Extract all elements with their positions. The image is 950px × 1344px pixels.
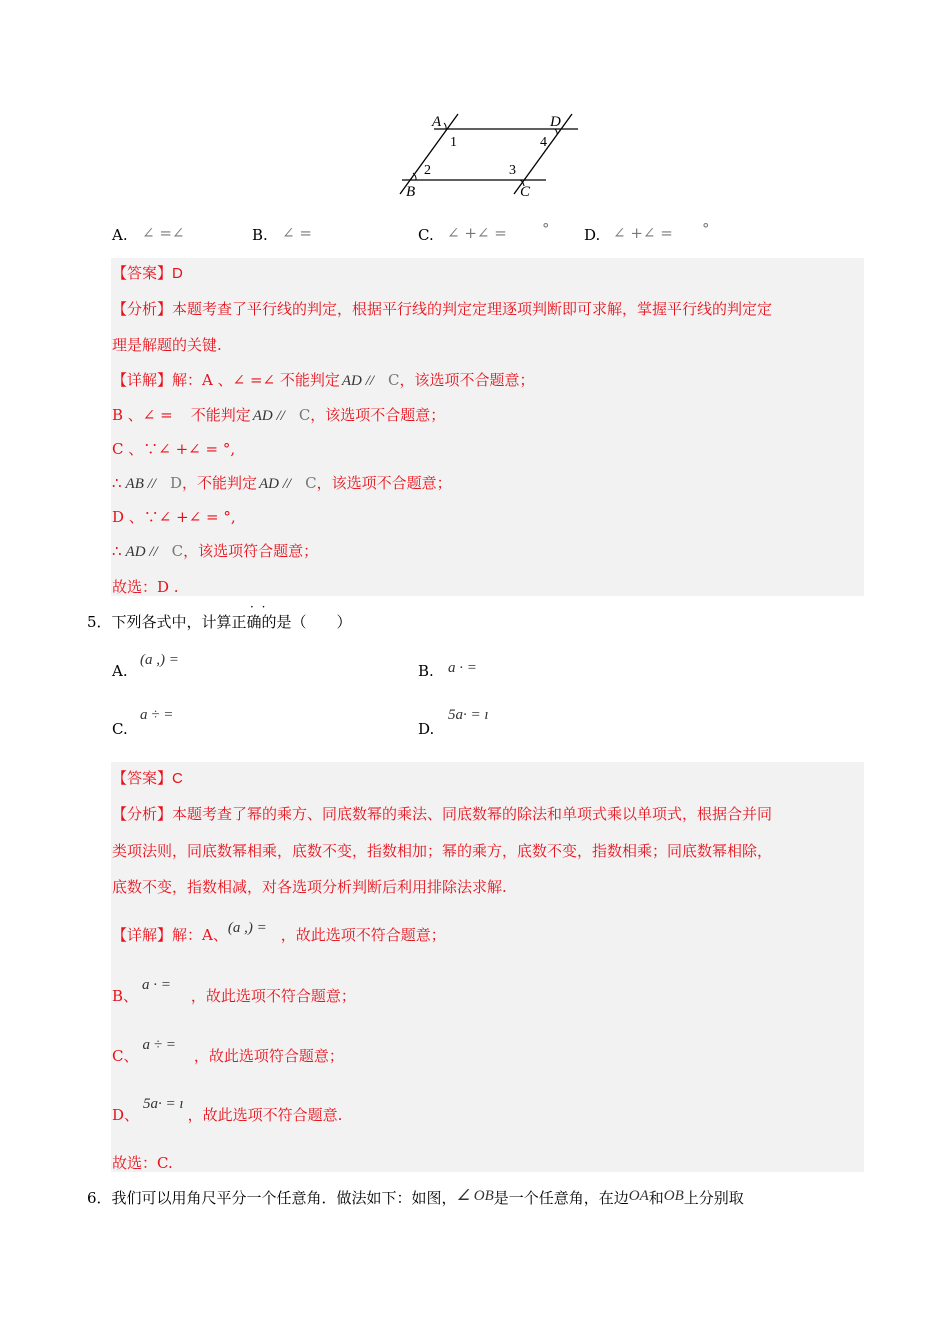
q4-option-d-letter: D. (584, 226, 601, 244)
angle-arc-1 (444, 123, 446, 129)
question-text: 我们可以用角尺平分一个任意角．做法如下：如图， (111, 1189, 457, 1207)
question-text: 是一个任意角，在边 (493, 1189, 629, 1207)
parallel-lines-figure (390, 108, 590, 200)
q4-detail-line-3: C 、∵∠ +∠ = °, (112, 440, 236, 458)
math-expression: AD // (252, 408, 285, 424)
q5-detail-line-a (112, 920, 446, 945)
analysis-text: 本题考查了平行线的判定，根据平行线的判定定理逐项判断即可求解，掌握平行线的判定定 (172, 300, 773, 318)
q4-detail-line-4 (112, 472, 452, 493)
q5-option-a-letter: A. (112, 662, 128, 680)
q4-answer (112, 262, 183, 283)
detail-tag: 【详解】 (112, 926, 173, 944)
math-expression: a · = (142, 977, 171, 993)
detail-text: B、 (112, 987, 139, 1005)
detail-text: ，不能判定 (182, 474, 258, 492)
q5-detail-line-c (112, 1037, 344, 1066)
math-expression: C (298, 406, 311, 424)
analysis-tag: 【分析】 (112, 300, 173, 318)
detail-text: ∴ (112, 474, 122, 492)
analysis-tag: 【分析】 (112, 805, 173, 823)
label-b: B (406, 184, 416, 200)
q5-analysis-line-3: 底数不变，指数相减，对各选项分析判断后利用排除法求解. (112, 878, 507, 896)
q4-option-c-letter: C. (418, 226, 434, 244)
detail-text: ，故此选项符合题意； (193, 1047, 344, 1065)
line-ab (400, 114, 458, 194)
q5-final-answer: 故选：C. (112, 1154, 173, 1172)
math-expression: AD // (125, 544, 158, 560)
question-text: 下列各式中，计算正确的是（ ） (111, 613, 352, 631)
q5-analysis-line-2: 类项法则，同底数幂相乘，底数不变，指数相加；幂的乘方，底数不变，指数相乘；同底数幂相除， (112, 842, 773, 860)
detail-tag: 【详解】 (112, 371, 173, 389)
question-6 (87, 1187, 744, 1208)
analysis-text: 本题考查了幂的乘方、同底数幂的乘法、同底数幂的除法和单项式乘以单项式，根据合并同 (172, 805, 773, 823)
detail-text: ，故此选项不符合题意； (280, 926, 446, 944)
math-expression: C (305, 474, 317, 492)
answer-tag: 【答案】 (112, 769, 173, 787)
answer-tag: 【答案】 (112, 264, 173, 282)
detail-text: D、 (112, 1106, 140, 1124)
q4-option-d-degree: ° (702, 220, 710, 238)
q5-detail-line-b (112, 977, 356, 1006)
answer-value: C (172, 770, 183, 787)
math-expression: C (171, 542, 184, 560)
label-1: 1 (450, 135, 457, 150)
math-expression: ∠ OB (456, 1188, 494, 1204)
q4-analysis-line-1 (112, 298, 772, 319)
q5-option-b-letter: B. (418, 662, 434, 680)
label-2: 2 (424, 163, 431, 178)
q4-final-answer: 故选：D . (112, 578, 179, 596)
detail-text: ∴ (112, 542, 122, 560)
q5-detail-line-d (112, 1096, 343, 1125)
q5-answer (112, 767, 183, 788)
detail-text: ，该选项符合题意； (183, 542, 319, 560)
q4-option-d-math: ∠ +∠ = (613, 224, 673, 242)
q5-option-d-math: 5a· = ı (448, 707, 489, 723)
detail-text: ，故此选项不符合题意； (190, 987, 356, 1005)
math-expression: AB // (125, 476, 156, 492)
q5-option-d-letter: D. (418, 720, 435, 738)
detail-text: ，该选项不合题意； (399, 371, 535, 389)
question-number: 6． (87, 1189, 112, 1207)
detail-text: 不能判定 (275, 371, 340, 389)
detail-text: ，该选项不合题意； (316, 474, 452, 492)
q5-option-a-math: (a ,) = (140, 652, 179, 668)
label-d: D (550, 114, 561, 130)
q4-detail-line-6 (112, 540, 318, 561)
question-text: 上分别取 (683, 1189, 744, 1207)
emphasis-dots: · · (250, 600, 268, 614)
q5-analysis-line-1 (112, 803, 772, 824)
q4-option-a-math: ∠ =∠ (142, 224, 185, 242)
label-c: C (520, 184, 531, 200)
detail-text: 不能判定 (190, 406, 251, 424)
q4-detail-line-5: D 、∵∠ +∠ = °, (112, 508, 236, 526)
question-number: 5． (87, 613, 112, 631)
q5-option-c-math: a ÷ = (140, 707, 174, 723)
detail-text: 解：A 、∠ =∠ (172, 371, 276, 389)
label-a: A (432, 114, 442, 130)
detail-text: ，故此选项不符合题意. (187, 1106, 343, 1124)
q4-detail-line-2 (112, 404, 445, 425)
math-expression: OA (628, 1188, 649, 1204)
math-expression: 5a· = ı (143, 1096, 184, 1112)
detail-text: B 、∠ = (112, 406, 173, 424)
detail-text: C、 (112, 1047, 139, 1065)
label-3: 3 (509, 163, 516, 178)
q4-option-c-degree: ° (542, 220, 550, 238)
q5-stem (87, 611, 352, 632)
detail-text: ，该选项不合题意； (310, 406, 446, 424)
q5-option-b-math: a · = (448, 660, 477, 676)
detail-text: 解：A、 (172, 926, 228, 944)
math-expression: AD // (341, 373, 374, 389)
q5-option-c-letter: C. (112, 720, 128, 738)
math-expression: a ÷ = (142, 1037, 176, 1053)
math-expression: C (387, 371, 400, 389)
math-expression: AD // (259, 476, 292, 492)
question-text: 和 (648, 1189, 664, 1207)
q4-option-c-math: ∠ +∠ = (447, 224, 507, 242)
q4-option-a-letter: A. (112, 226, 128, 244)
label-4: 4 (540, 135, 547, 150)
math-expression: D (169, 474, 182, 492)
q4-option-b-math: ∠ = (282, 224, 312, 242)
answer-value: D (172, 265, 183, 282)
q4-analysis-line-2: 理是解题的关键. (112, 336, 222, 354)
q4-detail-line-1 (112, 369, 534, 390)
math-expression: (a ,) = (227, 920, 267, 936)
q4-option-b-letter: B. (252, 226, 268, 244)
math-expression: OB (663, 1188, 684, 1204)
